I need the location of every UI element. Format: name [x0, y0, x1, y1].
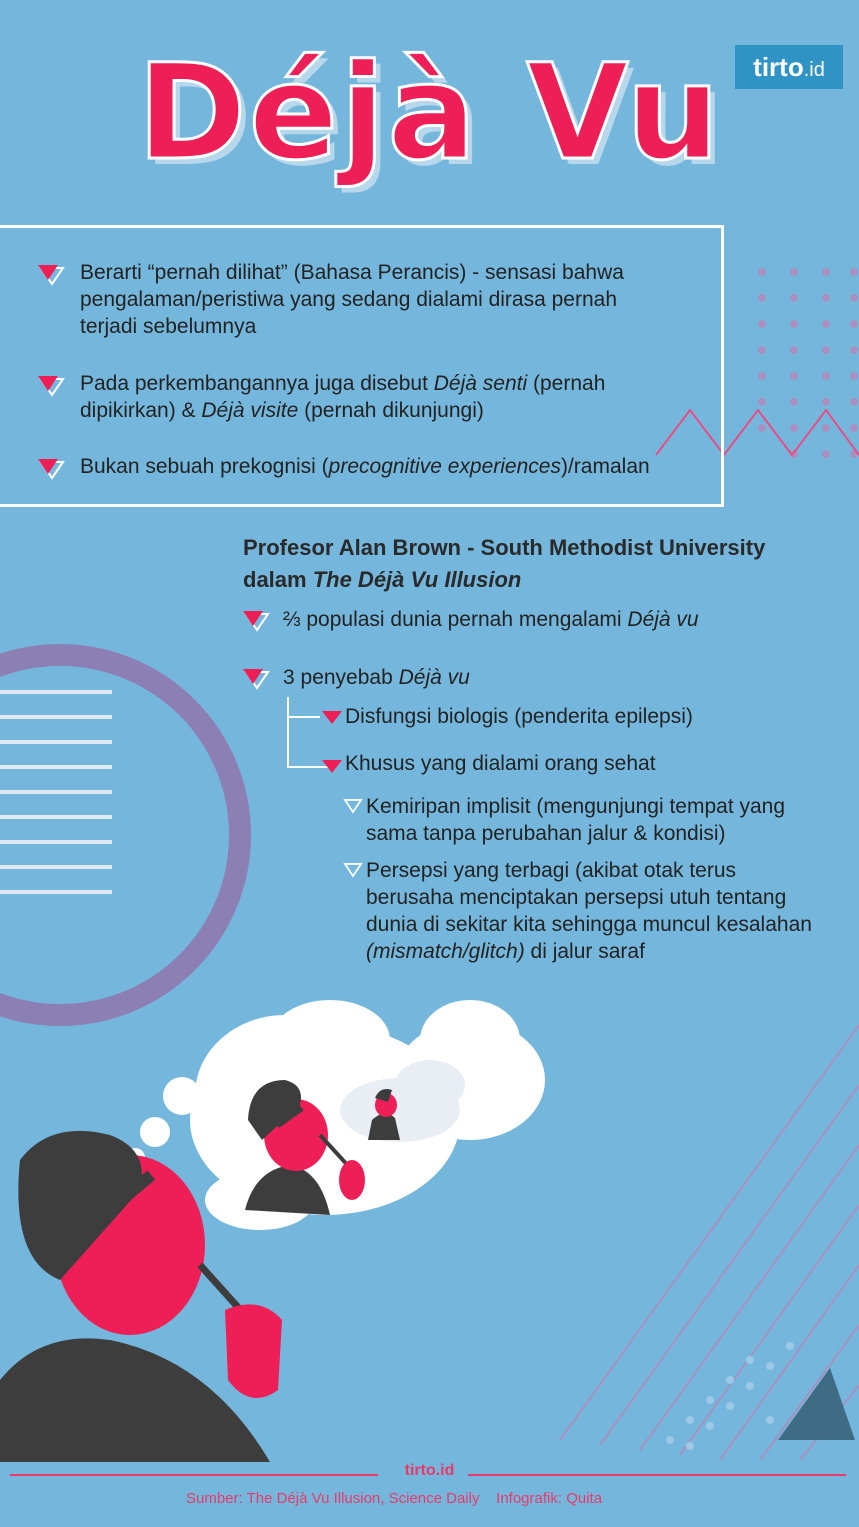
professor-line-prefix: dalam — [243, 567, 313, 592]
book-title: The Déjà Vu Illusion — [312, 567, 522, 592]
professor-heading — [243, 532, 843, 596]
dotted-decoration — [666, 1342, 794, 1450]
sub-cause-line: di jalur saraf — [524, 940, 645, 963]
sub-cause-line: berusaha menciptakan persepsi utuh tentang — [366, 886, 787, 909]
outline-triangle-icon — [343, 862, 363, 878]
definition-item-2-italic: Déjà visite — [201, 399, 299, 422]
fact-population-italic: Déjà vu — [627, 608, 699, 631]
triangle-bullet-icon — [38, 265, 66, 287]
fact-population — [283, 606, 823, 633]
logo-brand: tirto — [753, 52, 804, 82]
sub-cause-italic: (mismatch/glitch) — [366, 940, 525, 963]
source-text: Sumber: The Déjà Vu Illusion, Science Daily — [186, 1490, 480, 1507]
logo-suffix: .id — [803, 59, 825, 81]
triangle-bullet-icon — [38, 376, 66, 398]
definition-item-2-text: (pernah dikunjungi) — [298, 399, 484, 422]
sub-cause-line: dunia di sekitar kita sehingga muncul kesalahan — [366, 913, 812, 936]
definition-item-2 — [80, 370, 720, 424]
fact-causes-text: 3 penyebab — [283, 666, 399, 689]
fact-causes-italic: Déjà vu — [398, 666, 470, 689]
fact-causes — [283, 664, 823, 691]
triangle-bullet-icon — [243, 611, 271, 633]
cause-bullet-icon — [322, 711, 342, 725]
brand-logo — [735, 45, 843, 89]
footer-brand: tirto.id — [404, 1462, 455, 1479]
credit-text: Infografik: Quita — [496, 1490, 603, 1507]
triangle-bullet-icon — [38, 459, 66, 481]
sub-cause-implicit — [366, 793, 846, 847]
stripe-decoration — [0, 692, 112, 892]
sub-cause-line: Kemiripan implisit (mengunjungi tempat yang — [366, 795, 786, 818]
definition-item-2-text: Pada perkembangannya juga disebut — [80, 372, 434, 395]
definition-item-3-text: Bukan sebuah prekognisi ( — [80, 455, 329, 478]
sub-cause-line: Persepsi yang terbagi (akibat otak terus — [366, 859, 737, 882]
definition-item-1-line: Berarti “pernah dilihat” (Bahasa Perancis) - sensasi bahwa — [80, 261, 624, 284]
definition-item-1-line: terjadi sebelumnya — [80, 315, 257, 338]
fact-population-text: ⅔ populasi dunia pernah mengalami — [283, 608, 628, 631]
outline-triangle-icon — [343, 798, 363, 814]
cause-bullet-icon — [322, 760, 342, 774]
cause-healthy: Khusus yang dialami orang sehat — [345, 752, 656, 775]
sub-cause-split-perception — [366, 857, 856, 965]
cause-biological: Disfungsi biologis (penderita epilepsi) — [345, 705, 693, 728]
definition-item-3-text: )/ramalan — [560, 455, 650, 478]
definition-item-3 — [80, 453, 720, 480]
definition-item-1-line: pengalaman/peristiwa yang sedang dialami dirasa pernah — [80, 288, 618, 311]
page-title: Déjà Vu — [137, 36, 722, 190]
professor-line: Profesor Alan Brown - South Methodist University — [243, 535, 766, 560]
ring-decoration — [0, 655, 240, 1015]
definition-item-2-text: (pernah — [527, 372, 606, 395]
definition-item-2-italic: Déjà senti — [433, 372, 528, 395]
triangle-bullet-icon — [243, 669, 271, 691]
definition-item-2-text: dipikirkan) & — [80, 399, 202, 422]
sub-cause-line: sama tanpa perubahan jalur & kondisi) — [366, 822, 726, 845]
thought-dot-medium — [140, 1117, 170, 1147]
footer-source — [186, 1490, 602, 1507]
definition-item-3-italic: precognitive experiences — [328, 455, 561, 478]
definition-item-1 — [80, 259, 720, 340]
